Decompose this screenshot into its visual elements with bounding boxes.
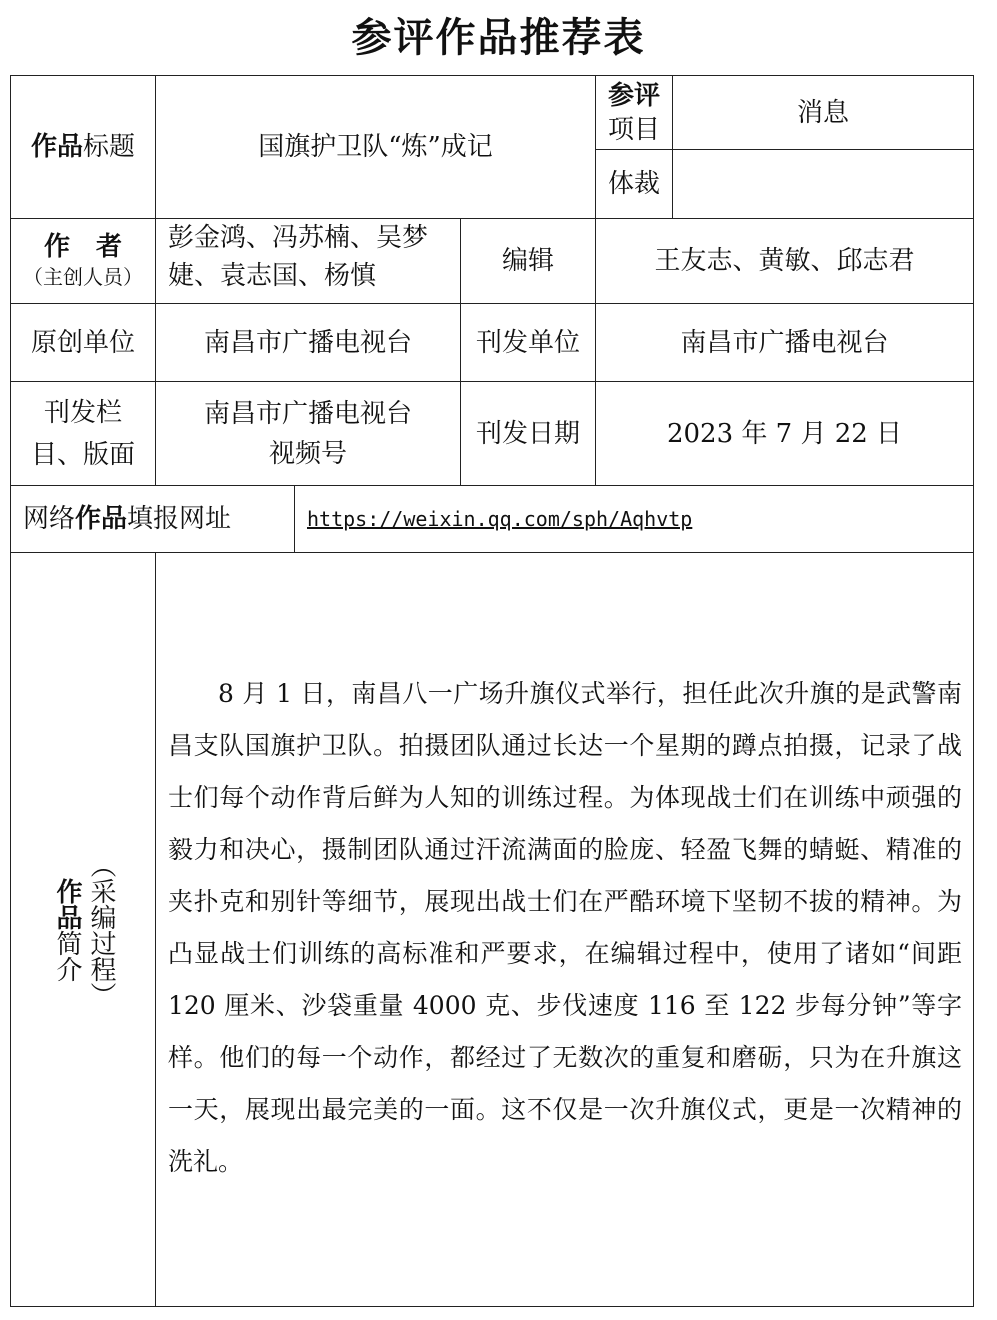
- process-text: 8 月 1 日，南昌八一广场升旗仪式举行，担任此次升旗的是武警南昌支队国旗护卫队。拍摄团队通过长达一个星期的蹲点拍摄，记录了战士们每个动作背后鲜为人知的训练过程。为体现战士们在训练中顽强的毅力和决心，摄制团队通过汗流满面的脸庞、轻盈飞舞的蜻蜓、精准的夹扑克和别针等细节，展现出战士们在严酷环境下坚韧不拔的精神。为凸显战士们训练的高标准和严要求，在编辑过程中，使用了诸如“间距 120 厘米、沙袋重量 4000 克、步伐速度 116 至 122 步每分钟”等字样。他们的每一个动作，都经过了无数次的重复和磨砺，只为在升旗这一天，展现出最完美的一面。这不仅是一次升旗仪式，更是一次精神的洗礼。: [168, 679, 962, 1176]
- date-label-cell: [460, 381, 596, 486]
- url-label-cell: [10, 485, 295, 553]
- page-title: 参评作品推荐表: [351, 14, 646, 61]
- publisher-label: 刊发单位: [475, 327, 580, 358]
- author-value-line-1: 彭金鸿、冯苏楠、吴梦: [168, 223, 429, 253]
- project-label-2: 项目: [607, 114, 660, 145]
- process-label-bold: 作品: [52, 877, 82, 930]
- author-value-cell: [155, 218, 461, 304]
- editor-value: 王友志、黄敏、邱志君: [654, 246, 915, 276]
- title-label-normal: 标题: [83, 132, 136, 162]
- column-value-cell: [155, 381, 461, 486]
- genre-value-cell: [672, 149, 974, 219]
- editor-label: 编辑: [501, 246, 554, 276]
- author-label: 作 者: [43, 232, 122, 262]
- editor-value-cell: [595, 218, 974, 304]
- editor-label-cell: [460, 218, 596, 304]
- column-label-cell: [10, 381, 156, 486]
- project-label-cell: [595, 75, 673, 150]
- title-label-bold: 作品: [30, 132, 83, 162]
- column-value-2: 视频号: [268, 438, 347, 469]
- column-value-1: 南昌市广播电视台: [203, 398, 412, 429]
- column-label-2: 目、版面: [30, 439, 135, 470]
- project-value: 消息: [796, 98, 849, 128]
- project-value-cell: [672, 75, 974, 150]
- date-value: 2023 年 7 月 22 日: [666, 418, 903, 449]
- process-label-paren: （采编过程）: [86, 851, 116, 1008]
- genre-label: 体裁: [607, 169, 660, 199]
- date-value-cell: [595, 381, 974, 486]
- url-value-cell: [294, 485, 974, 553]
- author-sublabel: （主创人员）: [23, 265, 143, 289]
- genre-label-cell: [595, 149, 673, 219]
- url-label-c: 填报网址: [127, 504, 232, 534]
- column-label-1: 刊发栏: [43, 397, 122, 428]
- origin-label-cell: [10, 303, 156, 382]
- process-label-normal: 简介: [52, 929, 82, 982]
- origin-value: 南昌市广播电视台: [203, 327, 412, 358]
- title-value: 国旗护卫队“炼”成记: [258, 132, 493, 162]
- author-label-cell: [10, 218, 156, 304]
- publisher-value: 南昌市广播电视台: [680, 327, 889, 358]
- publisher-label-cell: [460, 303, 596, 382]
- project-label-1: 参评: [607, 80, 660, 111]
- process-label: [50, 852, 116, 1008]
- date-label: 刊发日期: [475, 418, 580, 449]
- author-value-line-2: 婕、袁志国、杨慎: [168, 261, 377, 291]
- url-label-a: 网络: [23, 504, 76, 534]
- origin-label: 原创单位: [30, 327, 135, 358]
- url-link[interactable]: https://weixin.qq.com/sph/Aqhvtp: [307, 507, 693, 531]
- url-label-b: 作品: [75, 504, 128, 534]
- origin-value-cell: [155, 303, 461, 382]
- publisher-value-cell: [595, 303, 974, 382]
- title-label-cell: [10, 75, 156, 219]
- process-label-cell: [10, 552, 156, 1307]
- title-value-cell: [155, 75, 596, 219]
